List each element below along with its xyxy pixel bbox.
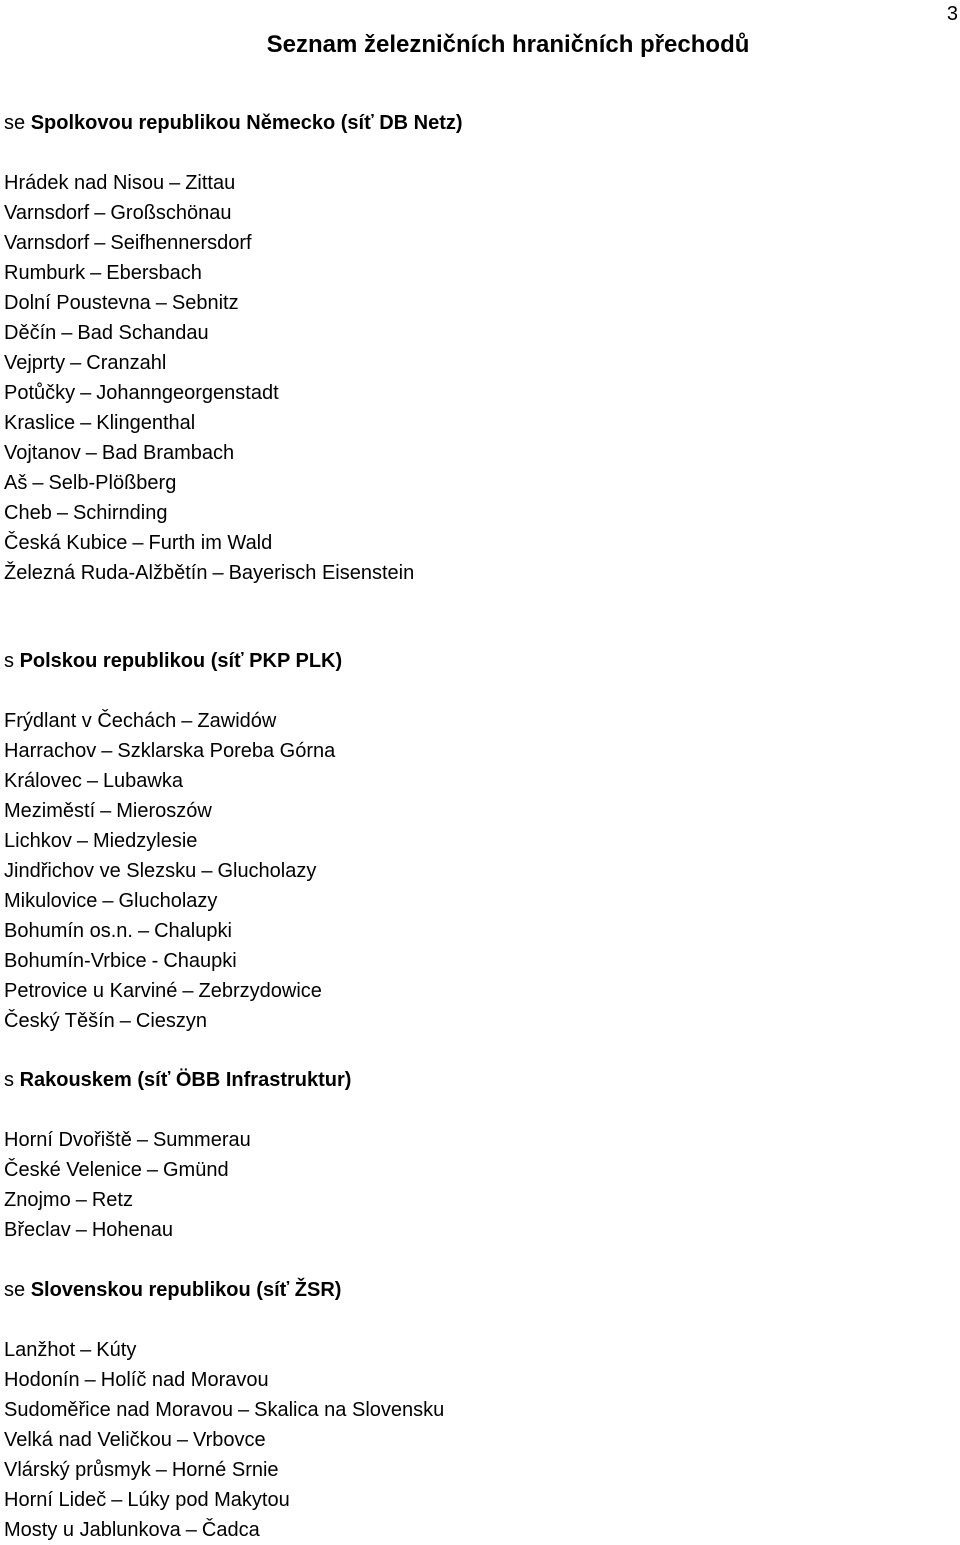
crossing-separator: – [86,770,98,792]
crossing-row [4,258,463,288]
crossing-separator: – [136,1129,148,1151]
crossing-separator: – [76,830,88,852]
crossing-foreign-station: Hohenau [91,1219,174,1241]
section-heading [4,1275,444,1305]
crossing-foreign-station: Holíč nad Moravou [100,1369,269,1391]
crossing-foreign-station: Bad Schandau [77,322,209,344]
crossing-foreign-station: Ebersbach [106,262,202,284]
crossing-row [4,706,342,736]
crossing-foreign-station: Horné Srnie [171,1459,279,1481]
crossing-separator: – [56,502,68,524]
crossing-czech-station: Rumburk [4,262,86,284]
section-prefix: s [4,1069,14,1091]
crossing-row [4,1365,444,1395]
crossing-row [4,916,342,946]
crossing-czech-station: Frýdlant v Čechách [4,710,177,732]
section-spacer [4,1305,444,1335]
crossing-row [4,1335,444,1365]
crossing-separator: – [75,1219,87,1241]
crossing-separator: - [151,950,159,972]
crossing-separator: – [94,232,106,254]
crossing-czech-station: Česká Kubice [4,532,128,554]
crossing-row [4,736,342,766]
crossing-separator: – [155,1459,167,1481]
crossing-czech-station: Cheb [4,502,52,524]
crossing-row [4,468,463,498]
crossing-separator: – [61,322,73,344]
crossing-foreign-station: Seifhennersdorf [110,232,252,254]
crossing-czech-station: Bohumín os.n. [4,920,133,942]
crossing-czech-station: Petrovice u Karviné [4,980,178,1002]
crossing-foreign-station: Cranzahl [86,352,167,374]
crossing-separator: – [176,1429,189,1451]
crossing-foreign-station: Zebrzydowice [198,980,322,1002]
crossing-separator: – [90,262,102,284]
section-heading [4,108,463,138]
crossing-czech-station: Meziměstí [4,800,96,822]
section-heading [4,1065,351,1095]
crossing-row [4,1125,351,1155]
crossing-foreign-station: Mieroszów [116,800,212,822]
crossing-czech-station: Vejprty [4,352,66,374]
crossing-foreign-station: Retz [91,1189,133,1211]
crossing-czech-station: Hodonín [4,1369,80,1391]
crossing-list [4,706,342,1036]
crossing-separator: – [146,1159,158,1181]
section-poland [4,646,342,1036]
crossing-row [4,976,342,1006]
crossing-separator: – [100,800,112,822]
section-germany [4,108,463,588]
crossing-foreign-station: Summerau [152,1129,251,1151]
section-slovakia [4,1275,444,1545]
crossing-czech-station: Sudoměřice nad Moravou [4,1399,234,1421]
crossing-separator: – [102,890,114,912]
crossing-list [4,1125,351,1245]
crossing-row [4,348,463,378]
section-austria [4,1065,351,1245]
crossing-separator: – [32,472,44,494]
page-title: Seznam železničních hraničních přechodů [266,31,750,58]
section-prefix: se [4,112,26,134]
crossing-foreign-station: Sebnitz [171,292,239,314]
crossing-foreign-station: Cieszyn [135,1010,208,1032]
crossing-czech-station: Horní Dvořiště [4,1129,132,1151]
crossing-czech-station: Královec [4,770,82,792]
crossing-foreign-station: Bad Brambach [101,442,235,464]
crossing-czech-station: Železná Ruda-Alžbětín [4,562,208,584]
crossing-foreign-station: Glucholazy [118,890,218,912]
crossing-row [4,826,342,856]
crossing-separator: – [137,920,150,942]
crossing-row [4,228,463,258]
crossing-row [4,168,463,198]
crossing-czech-station: Znojmo [4,1189,71,1211]
crossing-czech-station: Harrachov [4,740,97,762]
crossing-foreign-station: Zawidów [197,710,277,732]
crossing-foreign-station: Skalica na Slovensku [254,1399,445,1421]
crossing-row [4,378,463,408]
section-country: Polskou republikou (síť PKP PLK) [19,650,343,672]
crossing-foreign-station: Lúky pod Makytou [127,1489,290,1511]
crossing-separator: – [80,412,92,434]
crossing-row [4,796,342,826]
crossing-row [4,498,463,528]
crossing-czech-station: Lichkov [4,830,72,852]
crossing-foreign-station: Zittau [185,172,236,194]
crossing-czech-station: Potůčky [4,382,76,404]
crossing-foreign-station: Selb-Plößberg [48,472,177,494]
crossing-czech-station: Kraslice [4,412,76,434]
crossing-foreign-station: Vrbovce [193,1429,266,1451]
crossing-separator: – [155,292,167,314]
crossing-row [4,1455,444,1485]
crossing-foreign-station: Kúty [96,1339,137,1361]
crossing-row [4,1155,351,1185]
crossing-foreign-station: Čadca [201,1519,260,1541]
crossing-row [4,856,342,886]
section-spacer [4,1095,351,1125]
crossing-foreign-station: Szklarska Poreba Górna [117,740,336,762]
crossing-czech-station: Český Těšín [4,1010,115,1032]
crossing-separator: – [119,1010,131,1032]
crossing-separator: – [111,1489,123,1511]
crossing-separator: – [238,1399,250,1421]
crossing-separator: – [80,382,92,404]
crossing-czech-station: Břeclav [4,1219,71,1241]
crossing-czech-station: Aš [4,472,28,494]
crossing-row [4,318,463,348]
crossing-czech-station: Varnsdorf [4,232,90,254]
crossing-row [4,558,463,588]
crossing-row [4,1515,444,1545]
crossing-row [4,1215,351,1245]
section-country: Spolkovou republikou Německo (síť DB Netz) [30,112,463,134]
crossing-czech-station: České Velenice [4,1159,142,1181]
crossing-separator: – [181,710,193,732]
crossing-row [4,438,463,468]
crossing-czech-station: Bohumín-Vrbice [4,950,147,972]
crossing-czech-station: Vlárský průsmyk [4,1459,151,1481]
crossing-czech-station: Děčín [4,322,57,344]
crossing-czech-station: Mikulovice [4,890,98,912]
crossing-row [4,1485,444,1515]
crossing-foreign-station: Johanngeorgenstadt [96,382,279,404]
crossing-czech-station: Jindřichov ve Slezsku [4,860,197,882]
crossing-czech-station: Mosty u Jablunkova [4,1519,181,1541]
crossing-separator: – [185,1519,197,1541]
section-spacer [4,676,342,706]
crossing-separator: – [182,980,194,1002]
crossing-row [4,1395,444,1425]
crossing-czech-station: Velká nad Veličkou [4,1429,172,1451]
crossing-foreign-station: Furth im Wald [148,532,273,554]
crossing-row [4,198,463,228]
crossing-row [4,528,463,558]
crossing-row [4,1185,351,1215]
crossing-czech-station: Dolní Poustevna [4,292,151,314]
crossing-czech-station: Varnsdorf [4,202,90,224]
page-number: 3 [946,3,958,25]
crossing-row [4,1425,444,1455]
crossing-czech-station: Hrádek nad Nisou [4,172,165,194]
crossing-separator: – [70,352,82,374]
section-spacer [4,138,463,168]
crossing-list [4,168,463,588]
section-heading [4,646,342,676]
crossing-separator: – [169,172,181,194]
crossing-separator: – [80,1339,92,1361]
crossing-foreign-station: Chaupki [163,950,237,972]
crossing-foreign-station: Klingenthal [96,412,196,434]
crossing-foreign-station: Großschönau [110,202,232,224]
crossing-list [4,1335,444,1545]
crossing-separator: – [84,1369,96,1391]
section-country: Rakouskem (síť ÖBB Infrastruktur) [19,1069,352,1091]
crossing-row [4,1006,342,1036]
crossing-foreign-station: Glucholazy [217,860,317,882]
crossing-row [4,408,463,438]
crossing-foreign-station: Bayerisch Eisenstein [228,562,415,584]
crossing-foreign-station: Chalupki [154,920,232,942]
crossing-czech-station: Horní Lideč [4,1489,107,1511]
crossing-czech-station: Lanžhot [4,1339,76,1361]
crossing-czech-station: Vojtanov [4,442,81,464]
section-country: Slovenskou republikou (síť ŽSR) [30,1279,342,1301]
section-prefix: s [4,650,14,672]
crossing-separator: – [101,740,113,762]
crossing-row [4,288,463,318]
crossing-separator: – [94,202,106,224]
crossing-separator: – [75,1189,87,1211]
crossing-row [4,766,342,796]
crossing-foreign-station: Schirnding [72,502,168,524]
crossing-separator: – [201,860,213,882]
crossing-foreign-station: Miedzylesie [92,830,198,852]
crossing-foreign-station: Lubawka [102,770,183,792]
crossing-foreign-station: Gmünd [163,1159,229,1181]
crossing-separator: – [132,532,144,554]
crossing-separator: – [212,562,224,584]
crossing-row [4,946,342,976]
section-prefix: se [4,1279,26,1301]
crossing-row [4,886,342,916]
crossing-separator: – [85,442,97,464]
